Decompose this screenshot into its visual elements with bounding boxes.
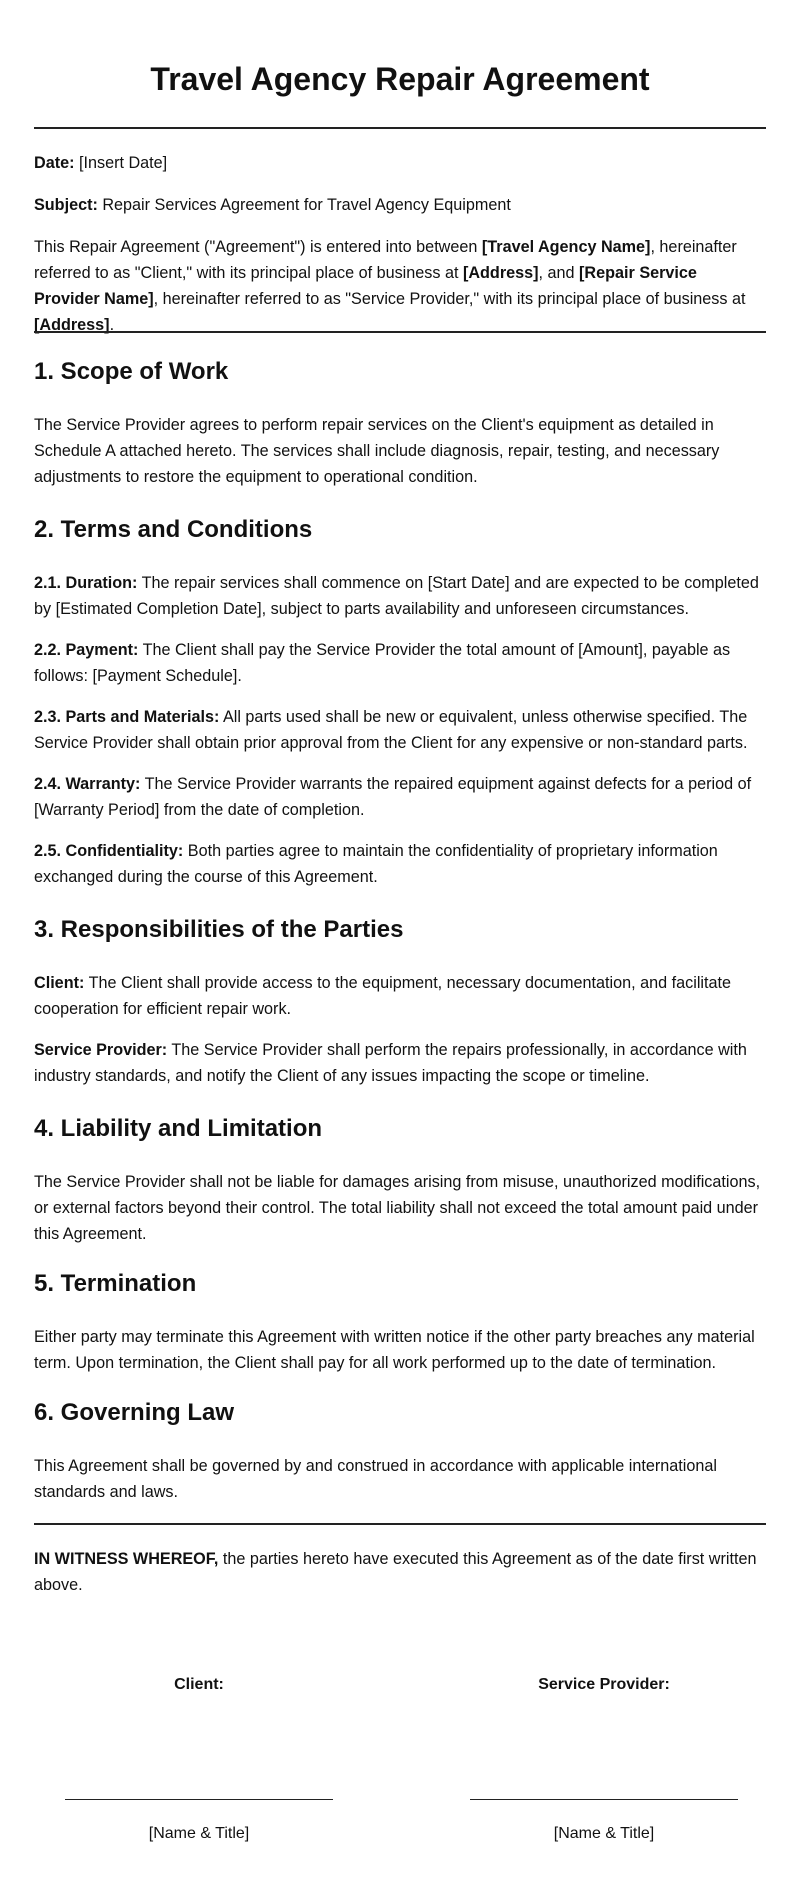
client-signature-line	[65, 1799, 333, 1800]
intro-text: , hereinafter referred to as "Service Provider," with its principal place of business at	[153, 290, 746, 308]
responsibility-provider	[34, 1037, 764, 1089]
term-label: 2.4. Warranty:	[34, 775, 141, 793]
client-name-title: [Name & Title]	[148, 1825, 250, 1842]
term-payment	[34, 637, 764, 689]
intro-text: , hereinafter referred to as "Client," with its principal place of business at	[34, 238, 737, 282]
section-heading-responsibilities: 3. Responsibilities of the Parties	[34, 916, 404, 943]
witness-label: IN WITNESS WHEREOF,	[34, 1550, 219, 1568]
term-label: 2.1. Duration:	[34, 574, 138, 592]
section-heading-law: 6. Governing Law	[34, 1399, 235, 1426]
intro-paragraph	[34, 234, 764, 338]
term-text: Both parties agree to maintain the confidentiality of proprietary information exchanged during the course of this Agreement.	[34, 842, 718, 886]
term-label: 2.5. Confidentiality:	[34, 842, 184, 860]
travel-agency-name-placeholder: [Travel Agency Name]	[481, 238, 651, 256]
page-title: Travel Agency Repair Agreement	[150, 61, 650, 97]
section-heading-scope: 1. Scope of Work	[34, 358, 229, 385]
responsibility-text: The Service Provider shall perform the repairs professionally, in accordance with industry standards, and notify the Client of any issues impacting the scope or timeline.	[34, 1041, 747, 1085]
divider	[34, 331, 766, 333]
client-signature-label: Client:	[174, 1676, 224, 1693]
term-text: All parts used shall be new or equivalent, unless otherwise specified. The Service Provider shall obtain prior approval from the Client for any expensive or non-standard parts.	[34, 708, 748, 752]
term-label: 2.3. Parts and Materials:	[34, 708, 220, 726]
intro-text: .	[109, 316, 115, 334]
intro-text: This Repair Agreement ("Agreement") is entered into between	[34, 238, 482, 256]
term-duration	[34, 570, 764, 622]
provider-signature-label: Service Provider:	[538, 1676, 670, 1693]
responsibility-label: Client:	[34, 974, 85, 992]
term-confidentiality	[34, 838, 764, 890]
divider	[34, 127, 766, 129]
term-warranty	[34, 771, 764, 823]
term-text: The Client shall pay the Service Provider the total amount of [Amount], payable as follows: [Payment Schedule].	[34, 641, 731, 685]
date-label: Date:	[34, 154, 75, 172]
section-body-law: This Agreement shall be governed by and construed in accordance with applicable international standards and laws.	[34, 1457, 717, 1501]
client-address-placeholder: [Address]	[462, 264, 539, 282]
provider-signature-line	[470, 1799, 738, 1800]
section-body-scope: The Service Provider agrees to perform repair services on the Client's equipment as detailed in Schedule A attached hereto. The services shall include diagnosis, repair, testing, and necessary adjustments to restore the equipment to operational condition.	[34, 416, 720, 486]
subject-label: Subject:	[34, 196, 98, 214]
section-body-termination: Either party may terminate this Agreement with written notice if the other party breaches any material term. Upon termination, the Client shall pay for all work performed up to the date of termination.	[34, 1328, 755, 1372]
witness-clause	[34, 1546, 764, 1598]
subject-line	[34, 192, 764, 218]
section-heading-liability: 4. Liability and Limitation	[34, 1115, 323, 1142]
provider-name-title: [Name & Title]	[553, 1825, 655, 1842]
date-line	[34, 150, 764, 176]
intro-text: , and	[538, 264, 580, 282]
responsibility-label: Service Provider:	[34, 1041, 168, 1059]
responsibility-client	[34, 970, 764, 1022]
provider-name-placeholder: [Repair Service Provider Name]	[34, 264, 697, 308]
responsibility-text: The Client shall provide access to the equipment, necessary documentation, and facilitate cooperation for efficient repair work.	[34, 974, 732, 1018]
section-body-liability: The Service Provider shall not be liable for damages arising from misuse, unauthorized modifications, or external factors beyond their control. The total liability shall not exceed the total amount paid under this Agreement.	[34, 1173, 761, 1243]
section-heading-termination: 5. Termination	[34, 1270, 197, 1297]
term-parts	[34, 704, 764, 756]
subject-value: Repair Services Agreement for Travel Agency Equipment	[102, 196, 511, 214]
section-heading-terms: 2. Terms and Conditions	[34, 516, 313, 543]
divider	[34, 1523, 766, 1525]
term-text: The Service Provider warrants the repaired equipment against defects for a period of [Warranty Period] from the date of completion.	[34, 775, 752, 819]
provider-address-placeholder: [Address]	[34, 316, 110, 334]
witness-text: the parties hereto have executed this Agreement as of the date first written above.	[34, 1550, 757, 1594]
term-text: The repair services shall commence on [Start Date] and are expected to be completed by [Estimated Completion Date], subject to parts availability and unforeseen circumstances.	[34, 574, 759, 618]
term-label: 2.2. Payment:	[34, 641, 139, 659]
date-value: [Insert Date]	[78, 154, 168, 172]
